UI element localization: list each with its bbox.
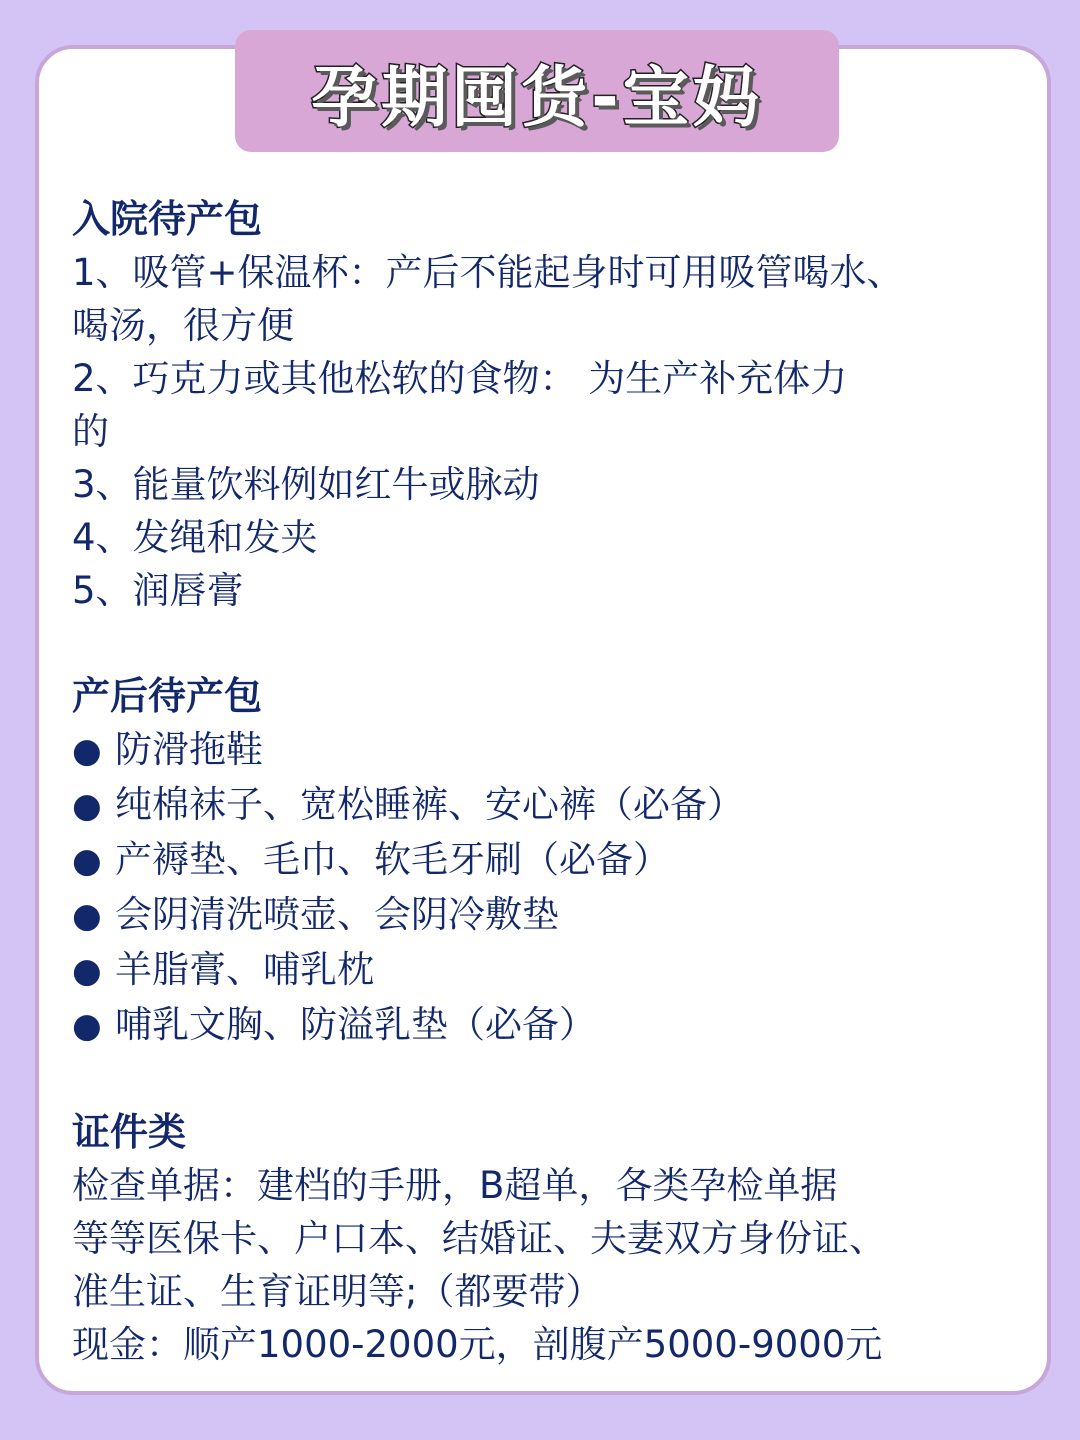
list-item: 现金：顺产1000-2000元，剖腹产5000-9000元 xyxy=(72,1323,883,1366)
list-item: 准生证、生育证明等;（都要带） xyxy=(72,1270,603,1313)
section-postpartum-bag xyxy=(72,670,1042,1053)
section-heading: 证件类 xyxy=(72,1110,187,1154)
list-item xyxy=(72,723,1042,778)
list-item: 2、巧克力或其他松软的食物： 为生产补充体力 xyxy=(72,357,848,400)
list-item xyxy=(72,833,1042,888)
list-item: 检查单据：建档的手册，B超单，各类孕检单据 xyxy=(72,1164,838,1207)
section-heading: 产后待产包 xyxy=(72,674,263,718)
list-item xyxy=(72,778,1042,833)
bullet-dot-icon: ● xyxy=(72,786,102,826)
section-heading: 入院待产包 xyxy=(72,197,263,241)
list-item: 喝汤，很方便 xyxy=(72,304,294,347)
list-item-text: 防滑拖鞋 xyxy=(115,728,263,771)
list-item: 等等医保卡、户口本、结婚证、夫妻双方身份证、 xyxy=(72,1217,886,1260)
bullet-dot-icon: ● xyxy=(72,1006,102,1046)
list-item: 的 xyxy=(72,410,109,453)
list-item-text: 会阴清洗喷壶、会阴冷敷垫 xyxy=(115,893,559,936)
list-item: 5、润唇膏 xyxy=(72,569,244,612)
list-item xyxy=(72,943,1042,998)
title-banner xyxy=(235,30,839,152)
list-item-text: 产褥垫、毛巾、软毛牙刷（必备） xyxy=(115,838,670,881)
section-hospital-bag xyxy=(72,193,1042,617)
content-area xyxy=(72,193,1042,1424)
list-item-text: 羊脂膏、哺乳枕 xyxy=(115,948,374,991)
list-item: 1、吸管+保温杯：产后不能起身时可用吸管喝水、 xyxy=(72,251,904,294)
bullet-dot-icon: ● xyxy=(72,896,102,936)
list-item: 3、能量饮料例如红牛或脉动 xyxy=(72,463,540,506)
list-item-text: 纯棉袜子、宽松睡裤、安心裤（必备） xyxy=(115,783,744,826)
list-item-text: 哺乳文胸、防溢乳垫（必备） xyxy=(115,1003,596,1046)
bullet-dot-icon: ● xyxy=(72,731,102,771)
bullet-dot-icon: ● xyxy=(72,841,102,881)
section-documents xyxy=(72,1106,1042,1371)
list-item: 4、发绳和发夹 xyxy=(72,516,318,559)
page-title: 孕期囤货-宝妈 xyxy=(311,58,763,136)
bullet-dot-icon: ● xyxy=(72,951,102,991)
list-item xyxy=(72,888,1042,943)
list-item xyxy=(72,998,1042,1053)
